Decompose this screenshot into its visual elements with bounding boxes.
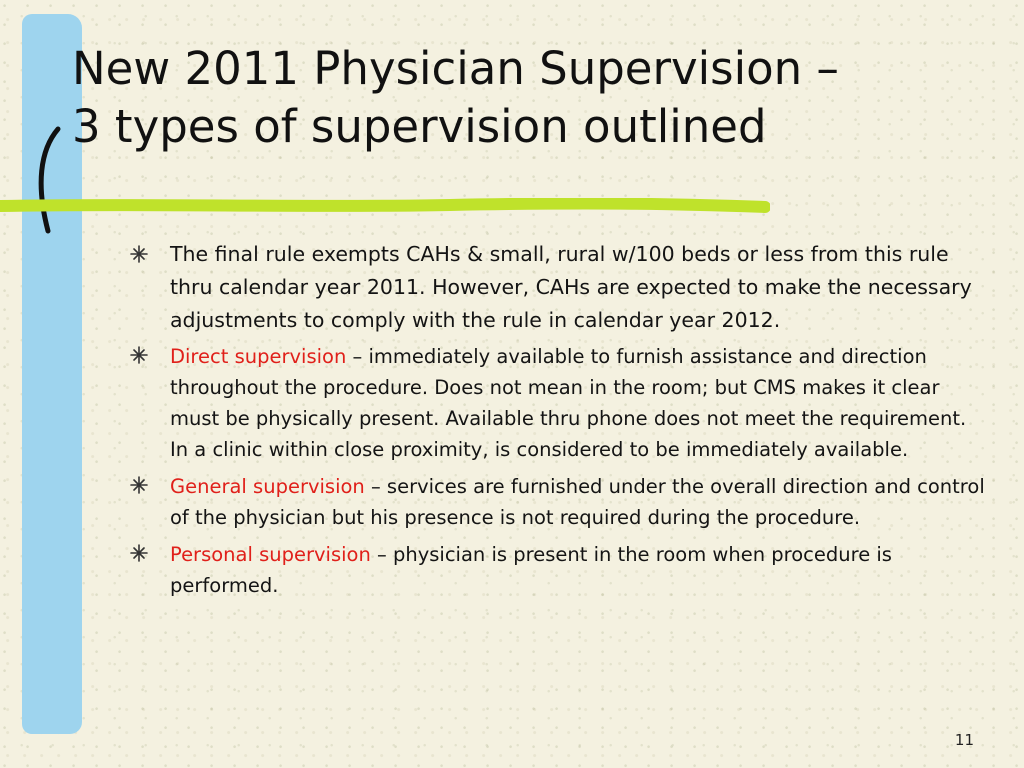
bullet-text: – physician is present in the room when procedure is performed. [170,543,892,597]
bullet-text: – services are furnished under the overall direction and control of the physician but his presence is not required during the procedure. [170,475,985,529]
page-number: 11 [954,731,974,749]
asterisk-star-icon [130,346,148,364]
slide-title [72,40,1012,156]
bullet-term-personal: Personal supervision [170,543,371,566]
bullet-list [126,238,986,607]
bracket-decoration [28,125,68,235]
bullet-term-direct: Direct supervision [170,345,347,368]
asterisk-star-icon [130,476,148,494]
bullet-text: – immediately available to furnish assistance and direction throughout the procedure. Does not mean in the room; but CMS makes it clear must be physically present. Available thru phone does not meet the requirement. In a clinic within close proximity, is considered to be immediately available. [170,345,967,461]
title-underline [0,198,770,214]
asterisk-star-icon [130,245,148,263]
bullet-item-personal-supervision [126,539,986,601]
bullet-term-general: General supervision [170,475,365,498]
title-line-2: 3 types of supervision outlined [72,100,767,153]
bullet-item-direct-supervision [126,341,986,465]
bullet-text: The final rule exempts CAHs & small, rural w/100 beds or less from this rule thru calendar year 2011. However, CAHs are expected to make the necessary adjustments to comply with the rule in calendar year 2012. [170,242,972,332]
title-line-1: New 2011 Physician Supervision – [72,42,839,95]
asterisk-star-icon [130,544,148,562]
bullet-item-cah-exemption [126,238,986,337]
bullet-item-general-supervision [126,471,986,533]
